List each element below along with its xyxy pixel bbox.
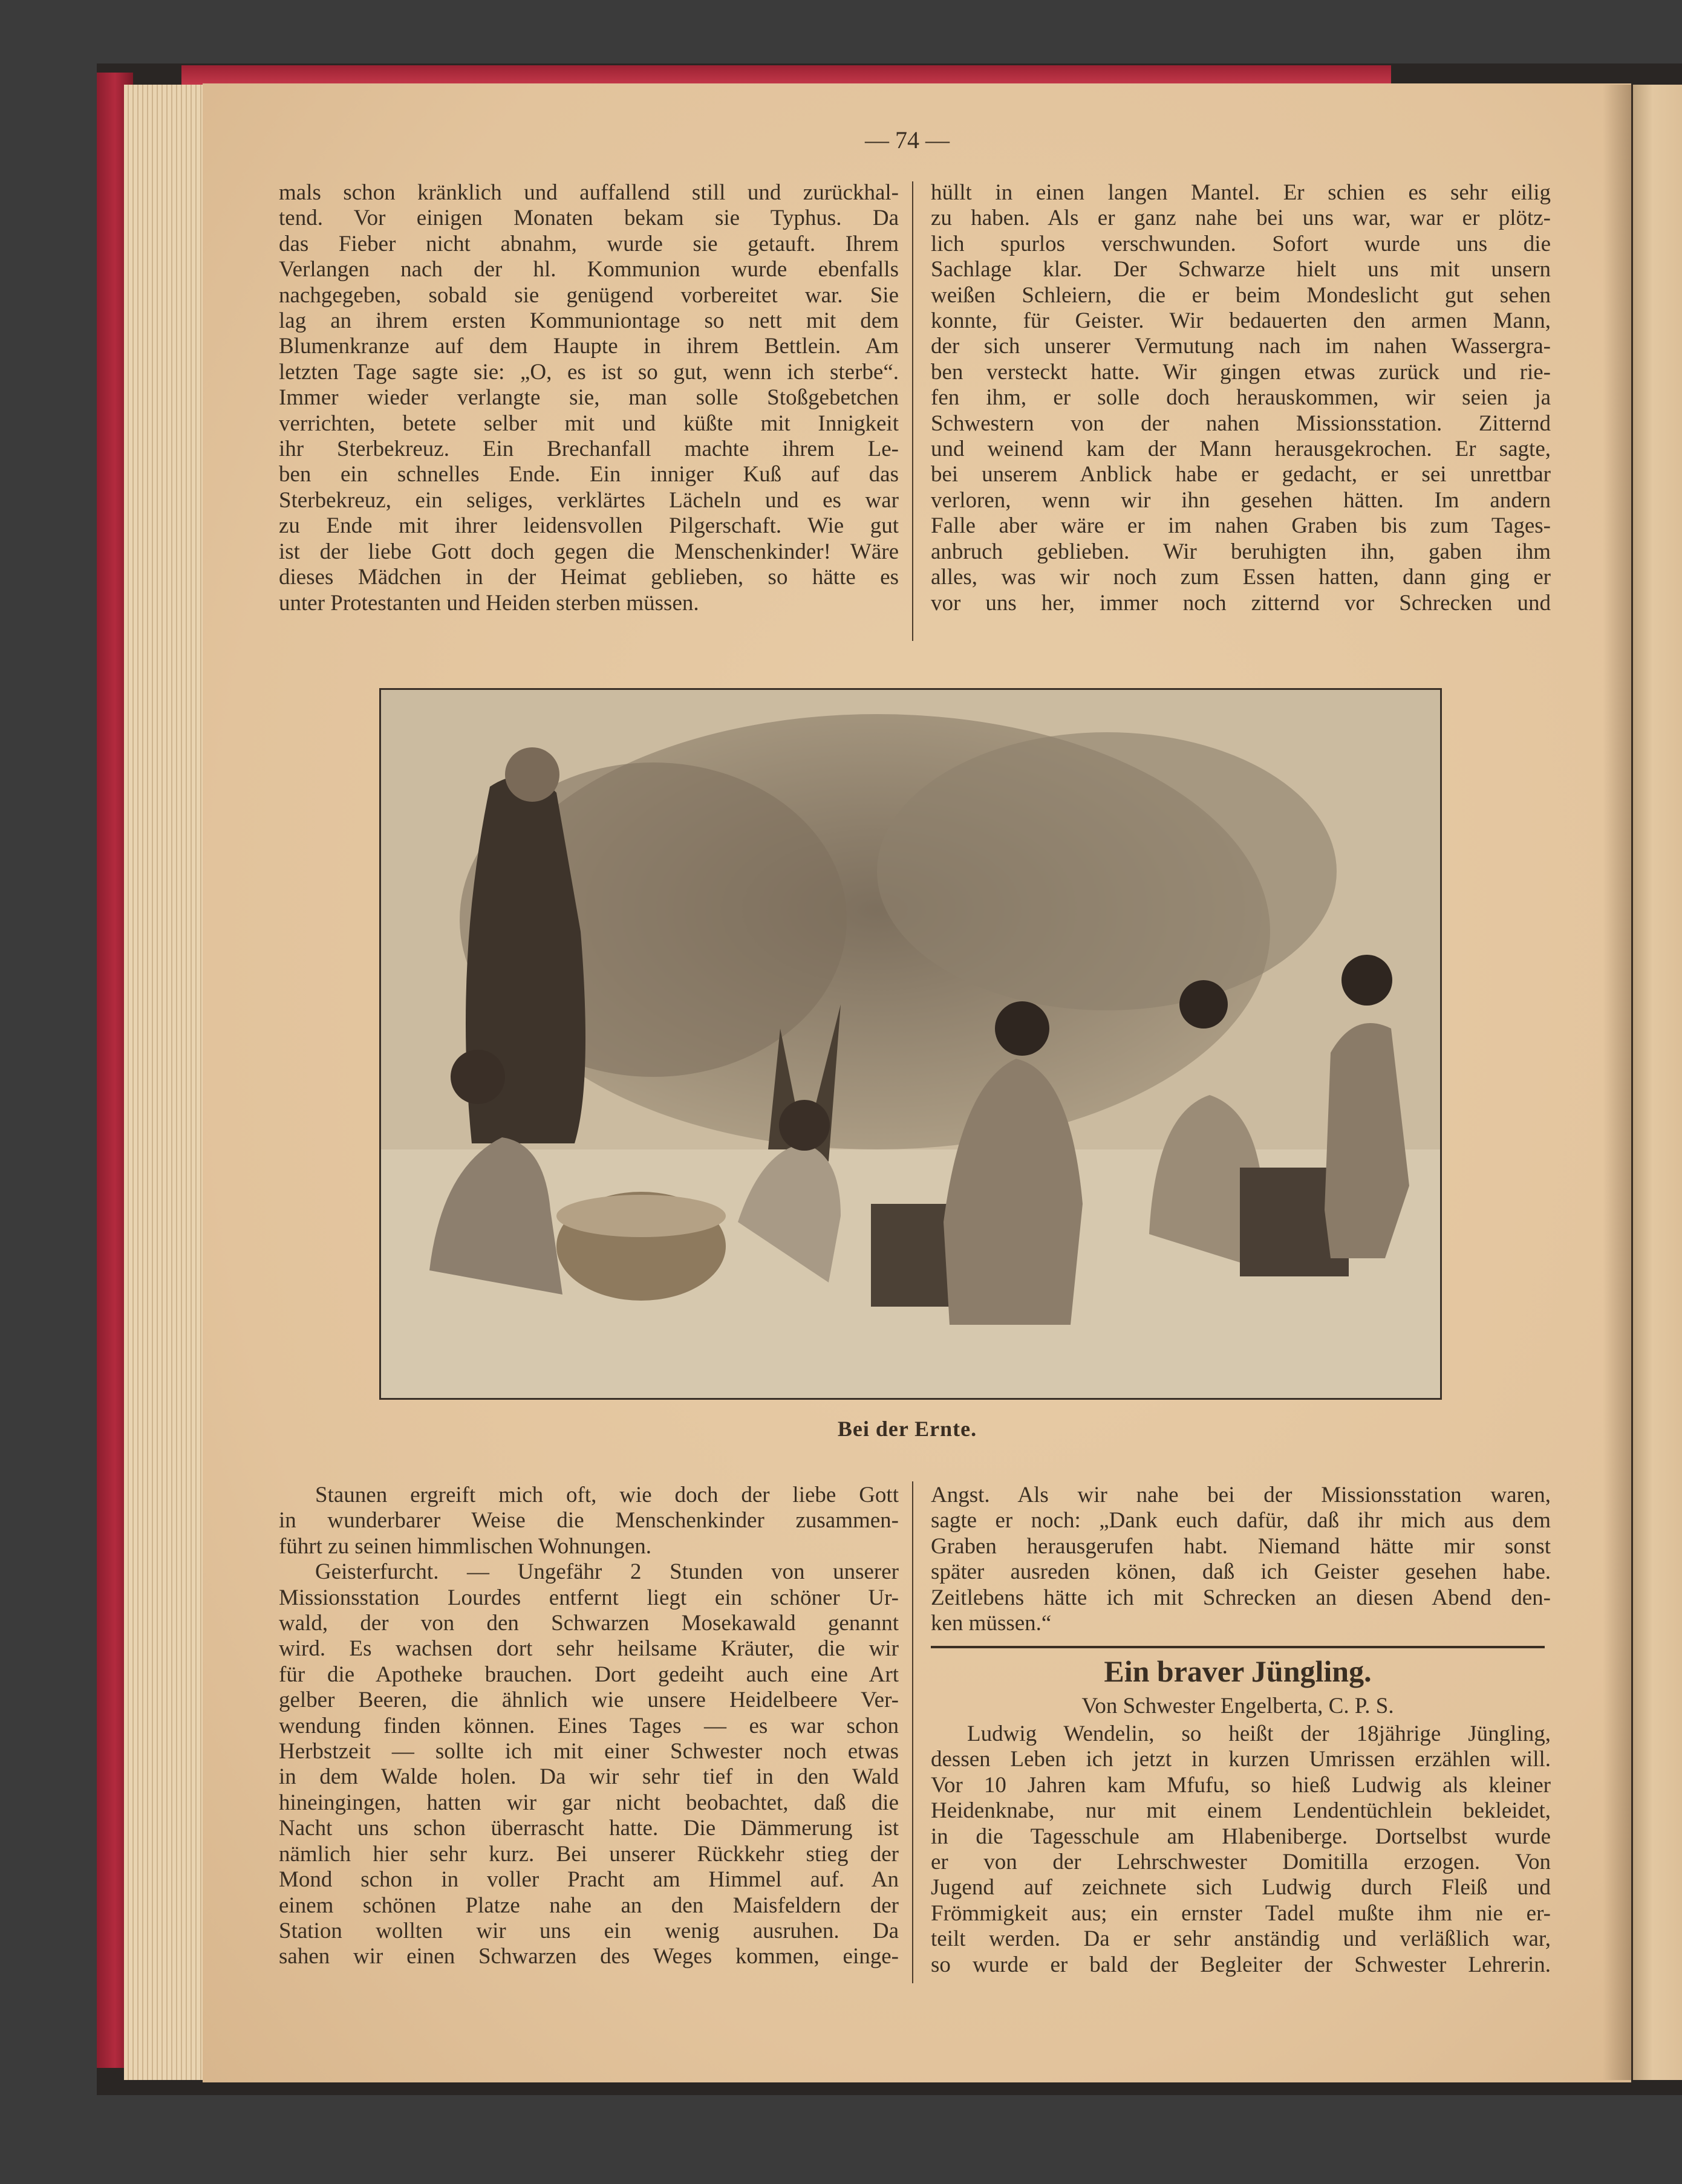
text-line: nämlich hier sehr kurz. Bei unserer Rückkehr stieg der — [279, 1841, 899, 1867]
article-separator-rule — [931, 1646, 1545, 1648]
harvest-photograph — [379, 688, 1442, 1400]
text-line: dessen Leben ich jetzt in kurzen Umrissen erzählen will. — [931, 1747, 1551, 1772]
text-line: Frömmigkeit aus; ein ernster Tadel mußte ihm nie er- — [931, 1900, 1551, 1926]
text-line: führt zu seinen himmlischen Wohnungen. — [279, 1533, 651, 1559]
text-line: Sachlage klar. Der Schwarze hielt uns mit unsern — [931, 257, 1551, 282]
text-line: nachgegeben, sobald sie genügend vorbereitet war. Sie — [279, 282, 899, 308]
text-line: lich spurlos verschwunden. Sofort wurde uns die — [931, 231, 1551, 256]
text-line: gelber Beeren, die ähnlich wie unsere Heidelbeere Ver- — [279, 1688, 899, 1713]
text-line: mals schon kränklich und auffallend still und zurückhal- — [279, 180, 899, 205]
text-line: konnte, für Geister. Wir bedauerten den armen Mann, — [931, 308, 1551, 334]
text-line: ihr Sterbekreuz. Ein Brechanfall machte ihrem Le- — [279, 437, 899, 462]
text-line: und weinend kam der Mann herausgekrochen. Er sagte, — [931, 437, 1551, 462]
column-divider-top — [912, 181, 913, 641]
text-line: in wunderbarer Weise die Menschenkinder zusammen- — [279, 1508, 899, 1533]
harvest-photo-illustration — [381, 690, 1440, 1398]
text-line: Herbstzeit — sollte ich mit einer Schwester noch etwas — [279, 1739, 899, 1764]
bottom-right-continuation — [931, 1483, 1551, 1636]
text-line: verloren, wenn wir ihn gesehen hätten. Im andern — [931, 487, 1551, 513]
text-line: er von der Lehrschwester Domitilla erzogen. Von — [931, 1850, 1551, 1875]
text-line: unter Protestanten und Heiden sterben müssen. — [279, 590, 699, 616]
text-line: Zeitlebens hätte ich mit Schrecken an diesen Abend den- — [931, 1585, 1551, 1610]
top-left-column — [279, 180, 899, 616]
text-line: Ludwig Wendelin, so heißt der 18jährige Jüngling, — [967, 1721, 1551, 1746]
text-line: wendung finden können. Eines Tages — es war schon — [279, 1713, 899, 1738]
text-line: so wurde er bald der Begleiter der Schwester Lehrerin. — [931, 1952, 1551, 1977]
text-line: wird. Es wachsen dort sehr heilsame Kräuter, die wir — [279, 1636, 899, 1662]
page-number: — 74 — — [865, 126, 950, 154]
text-line: zu Ende mit ihrer leidensvollen Pilgerschaft. Wie gut — [279, 513, 899, 539]
text-line: hüllt in einen langen Mantel. Er schien es sehr eilig — [931, 180, 1551, 205]
text-line: Falle aber wäre er im nahen Graben bis zum Tages- — [931, 513, 1551, 539]
text-line: Jugend auf zeichnete sich Ludwig durch Fleiß und — [931, 1875, 1551, 1900]
text-line: Schwestern von der nahen Missionsstation. Zitternd — [931, 411, 1551, 436]
text-line: teilt werden. Da er sehr anständig und verläßlich war, — [931, 1926, 1551, 1952]
top-right-column — [931, 180, 1551, 616]
text-line: in dem Walde holen. Da wir sehr tief in den Wald — [279, 1764, 899, 1790]
text-line: einem schönen Platze nahe an den Maisfeldern der — [279, 1893, 899, 1918]
text-line: lag an ihrem ersten Kommuniontage so nett mit dem — [279, 308, 899, 334]
text-line: in die Tagesschule am Hlabeniberge. Dortselbst wurde — [931, 1824, 1551, 1849]
article-body — [931, 1721, 1551, 1978]
text-line: sagte er noch: „Dank euch dafür, daß ihr mich aus dem — [931, 1508, 1551, 1533]
text-line: für die Apotheke brauchen. Dort gedeiht auch eine Art — [279, 1662, 899, 1687]
text-line: ben ein schnelles Ende. Ein inniger Kuß auf das — [279, 462, 899, 487]
text-line: der sich unserer Vermutung nach im nahen Wassergra- — [931, 334, 1551, 359]
page-stack-edges — [124, 85, 206, 2080]
photo-caption: Bei der Ernte. — [837, 1417, 977, 1441]
text-line: fen ihm, er solle doch herauskommen, wir seien ja — [931, 385, 1551, 411]
text-line: Staunen ergreift mich oft, wie doch der liebe Gott — [315, 1483, 899, 1507]
text-line: Heidenknabe, nur mit einem Lendentüchlein bekleidet, — [931, 1798, 1551, 1824]
text-line: weißen Schleiern, die er beim Mondeslicht gut sehen — [931, 282, 1551, 308]
text-line: Mond schon in voller Pracht am Himmel auf. An — [279, 1867, 899, 1893]
column-divider-bottom — [912, 1481, 913, 1983]
text-line: alles, was wir noch zum Essen hatten, dann ging er — [931, 565, 1551, 590]
article-byline: Von Schwester Engelberta, C. P. S. — [1081, 1694, 1394, 1718]
text-line: ist der liebe Gott doch gegen die Menschenkinder! Wäre — [279, 539, 899, 564]
page-gutter-shadow — [1603, 85, 1633, 2080]
text-line: ken müssen.“ — [931, 1611, 1052, 1636]
text-line: vor uns her, immer noch zitternd vor Schrecken und — [931, 590, 1551, 616]
text-line: letzten Tage sagte sie: „O, es ist so gut, wenn ich sterbe“. — [279, 359, 899, 385]
text-line: bei unserem Anblick habe er gedacht, er sei unrettbar — [931, 462, 1551, 487]
text-line: hineingingen, hatten wir gar nicht beobachtet, daß die — [279, 1790, 899, 1815]
text-line: Immer wieder verlangte sie, man solle Stoßgebetchen — [279, 385, 899, 411]
text-line: Vor 10 Jahren kam Mfufu, so hieß Ludwig als kleiner — [931, 1772, 1551, 1798]
text-line: Graben herausgerufen habt. Niemand hätte mir sonst — [931, 1533, 1551, 1559]
text-line: Missionsstation Lourdes entfernt liegt ein schöner Ur- — [279, 1585, 899, 1610]
text-line: ben versteckt hatte. Wir gingen etwas zurück und rie- — [931, 359, 1551, 385]
text-line: später ausreden könen, daß ich Geister gesehen habe. — [931, 1559, 1551, 1585]
text-line: Sterbekreuz, ein seliges, verklärtes Lächeln und es war — [279, 487, 899, 513]
text-line: zu haben. Als er ganz nahe bei uns war, war er plötz- — [931, 206, 1551, 231]
bottom-left-column — [279, 1483, 899, 1970]
text-line: dieses Mädchen in der Heimat geblieben, so hätte es — [279, 565, 899, 590]
text-line: verrichten, betete selber mit und küßte mit Innigkeit — [279, 411, 899, 436]
text-line: Geisterfurcht. — Ungefähr 2 Stunden von unserer — [315, 1559, 899, 1585]
text-line: Station wollten wir uns ein wenig ausruhen. Da — [279, 1918, 899, 1943]
text-line: Nacht uns schon überrascht hatte. Die Dämmerung ist — [279, 1816, 899, 1841]
text-line: Blumenkranze auf dem Haupte in ihrem Bettlein. Am — [279, 334, 899, 359]
text-line: sahen wir einen Schwarzen des Weges kommen, einge- — [279, 1944, 899, 1969]
text-line: das Fieber nicht abnahm, wurde sie getauft. Ihrem — [279, 231, 899, 256]
text-line: Verlangen nach der hl. Kommunion wurde ebenfalls — [279, 257, 899, 282]
text-line: tend. Vor einigen Monaten bekam sie Typhus. Da — [279, 206, 899, 231]
facing-page — [1633, 85, 1682, 2080]
text-line: wald, der von den Schwarzen Mosekawald genannt — [279, 1611, 899, 1636]
text-line: anbruch geblieben. Wir beruhigten ihn, gaben ihm — [931, 539, 1551, 564]
text-line: Angst. Als wir nahe bei der Missionsstation waren, — [931, 1483, 1551, 1507]
book-top-edge — [181, 65, 1391, 85]
article-title: Ein braver Jüngling. — [1104, 1654, 1372, 1688]
